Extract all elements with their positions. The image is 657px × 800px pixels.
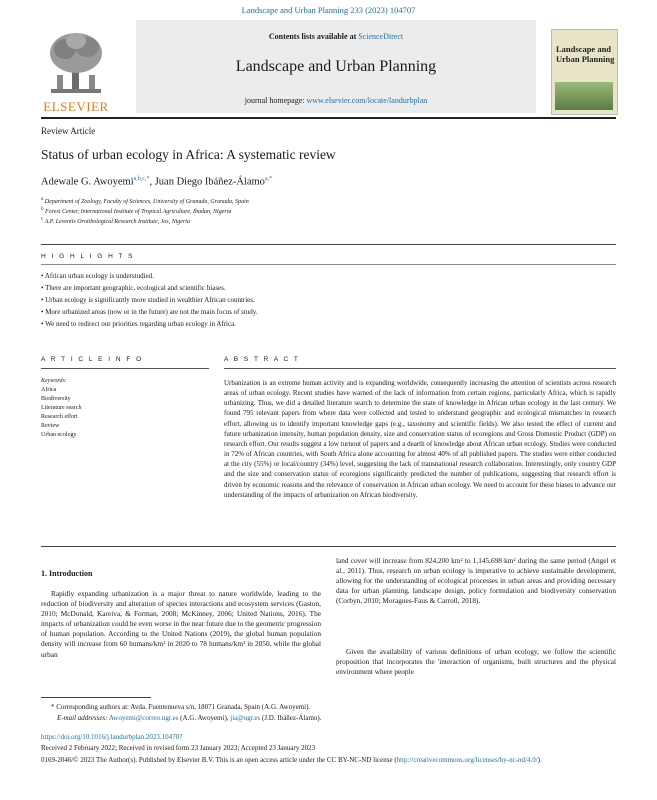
- author-list: [41, 176, 272, 188]
- highlight-item: • We need to redirect our priorities regarding urban ecology in Africa.: [41, 320, 236, 328]
- article-info-heading: A R T I C L E I N F O: [41, 356, 144, 363]
- highlight-item: • More urbanized areas (now or in the future) are not the main focus of study.: [41, 308, 258, 316]
- banner-rule: [41, 117, 616, 119]
- keyword: Urban ecology: [41, 432, 77, 438]
- affiliation: $^b$ Forest Center, International Institute of Tropical Agriculture, Ibadan, Nigeria: [41, 207, 232, 215]
- author-sup[interactable]: a,b,c,*: [133, 176, 150, 182]
- keyword: Research effort: [41, 414, 78, 420]
- homepage-link[interactable]: www.elsevier.com/locate/landurbplan: [306, 96, 428, 105]
- keyword: Literature search: [41, 405, 82, 411]
- keyword: Africa: [41, 387, 57, 393]
- contents-prefix: Contents lists available at: [268, 32, 357, 41]
- sciencedirect-link[interactable]: ScienceDirect: [358, 32, 404, 41]
- article-title: Status of urban ecology in Africa: A systematic review: [41, 147, 336, 162]
- email-label: E-mail addresses:: [57, 714, 108, 722]
- elsevier-tree-icon: [47, 31, 105, 95]
- elsevier-logo[interactable]: [41, 29, 111, 113]
- highlights-subrule: [41, 264, 616, 265]
- author-name[interactable]: Adewale G. Awoyemi: [41, 176, 134, 188]
- received-dates: Received 2 February 2022; Received in revised form 23 January 2023; Accepted 23 January 2023: [41, 744, 316, 752]
- author-name[interactable]: Juan Diego Ibáñez-Álamo: [154, 176, 265, 188]
- keyword: Biodiversity: [41, 396, 71, 402]
- cover-title: Landscape and Urban Planning: [556, 44, 615, 64]
- email-line: E-mail addresses: Awoyemi@correo.ugr.es (A.G. Awoyemi), jia@ugr.es (J.D. Ibáñez-Álamo).: [57, 714, 322, 722]
- highlight-item: • There are important geographic, ecological and scientific biases.: [41, 284, 226, 292]
- article-type: Review Article: [41, 126, 96, 136]
- author-sup[interactable]: a,*: [264, 176, 273, 182]
- doi-link[interactable]: https://doi.org/10.1016/j.landurbplan.2023.104707: [41, 733, 183, 741]
- intro-left-column: Rapidly expanding urbanization is a major threat to nature worldwide, leading to the reduction of biodiversity and alteration of species interactions and ecosystem services (Gaston, 2010; McDonald, Kareiva, & Forman, 2008; McKinney, 2006; United Nations, 2016). The impacts of urbanization could be even worse in the near future due to the geometric progression of human population. According to the United Nations (2019), the global human population density will increase from 60 humans/km² in 2020 to 78 humans/km² in 2050, while the global urban: [41, 589, 321, 659]
- homepage-prefix: journal homepage:: [244, 96, 305, 105]
- license-line: 0169-2046/© 2023 The Author(s). Published by Elsevier B.V. This is an open access article under the CC BY-NC-ND license (http://creativecommons.org/licenses/by-nc-nd/4.0/).: [41, 756, 542, 764]
- cover-photo: [555, 82, 613, 110]
- intro-right-paragraph: Given the availability of various definitions of urban ecology, we follow the scientific proposition that incorporates the 'interaction of organisms, built structures and the physical environment where people: [336, 647, 616, 677]
- article-info-rule: [41, 368, 209, 369]
- homepage-line: [136, 96, 536, 105]
- contents-line: [136, 32, 536, 41]
- footnote-rule: [41, 697, 151, 698]
- keywords-label: Keywords:: [41, 378, 67, 384]
- abstract-text: Urbanization is an extreme human activity and is expanding worldwide, consequently increasing the attention of scientists across research areas of urban ecology. Recent studies have warned of the lack of information from certain regions, particularly Africa, which is rapidly urbanizing. Thus, we did a detailed literature search to determine the state of knowledge in African urban ecology in the last century. We found 795 relevant papers from where data were collected and tested to understand geographic and ecological mismatches in research effort, allowing us to identify important knowledge gaps (e.g., taxonomy and scientific fields). We also tested the effect of current and future urbanization intensity, human population density, size and conservation status of ecoregions and Gross Domestic Product (GDP) on research effort. Our results suggest a low turnout of papers and a dearth of knowledge about African urban ecology. Studies were conducted in 72% of African countries, with South Africa alone accounting for almost 40% of all published papers. The studies were either conducted at the city (55%) or local/country (34%) level, suggesting the lack of transnational research collaboration. Interestingly, only country GDP and the size and conservation status of ecoregions significantly predicted the number of publications, suggesting that research effort is driven by economic reasons and the relevance of conservation in African urban ecology. We need to account for these biases to advance our understanding of the impacts of urbanization on African biodiversity.: [224, 379, 616, 499]
- keyword: Review: [41, 423, 60, 429]
- abstract-end-rule: [41, 546, 616, 547]
- highlights-rule: [41, 244, 616, 245]
- abstract-heading: A B S T R A C T: [224, 356, 300, 363]
- journal-title: Landscape and Urban Planning: [235, 58, 437, 75]
- affiliation: $^c$ A.P. Leventis Ornithological Research Institute, Jos, Nigeria: [41, 217, 190, 225]
- journal-cover[interactable]: [551, 29, 618, 115]
- corresponding-note: * Corresponding authors at: Avda. Fuentenueva s/n, 18071 Granada, Spain (A.G. Awoyemi).: [51, 703, 311, 711]
- journal-banner: [41, 20, 616, 114]
- intro-right-paragraph: land cover will increase from 824,200 km² to 1,145,698 km² during the same period (Angel et al., 2011). Thus, research on urban ecology is imperative to achieve sustainable development, allowing for the understanding of ecological processes in urban areas and providing necessary data for urban planning, landscape design, policy formulation and biodiversity conservation (Corbyn, 2010; Moragues-Faus & Carroll, 2018).: [336, 556, 616, 606]
- highlights-heading: H I G H L I G H T S: [41, 253, 135, 260]
- highlight-item: • African urban ecology is understudied.: [41, 272, 154, 280]
- license-link[interactable]: http://creativecommons.org/licenses/by-nc-nd/4.0/: [396, 756, 538, 764]
- email-link[interactable]: jia@ugr.es: [230, 714, 261, 722]
- abstract-rule: [224, 368, 616, 369]
- affiliation: $^a$ Department of Zoology, Faculty of Sciences, University of Granada, Granada, Spain: [41, 197, 249, 205]
- running-head[interactable]: Landscape and Urban Planning 233 (2023) 104707: [241, 5, 416, 15]
- section-heading: 1. Introduction: [41, 569, 93, 578]
- publisher-name: ELSEVIER: [43, 99, 109, 114]
- email-link[interactable]: Awoyemi@correo.ugr.es: [108, 714, 179, 722]
- author-separator: ,: [149, 176, 155, 188]
- highlight-item: • Urban ecology is significantly more studied in wealthier African countries.: [41, 296, 255, 304]
